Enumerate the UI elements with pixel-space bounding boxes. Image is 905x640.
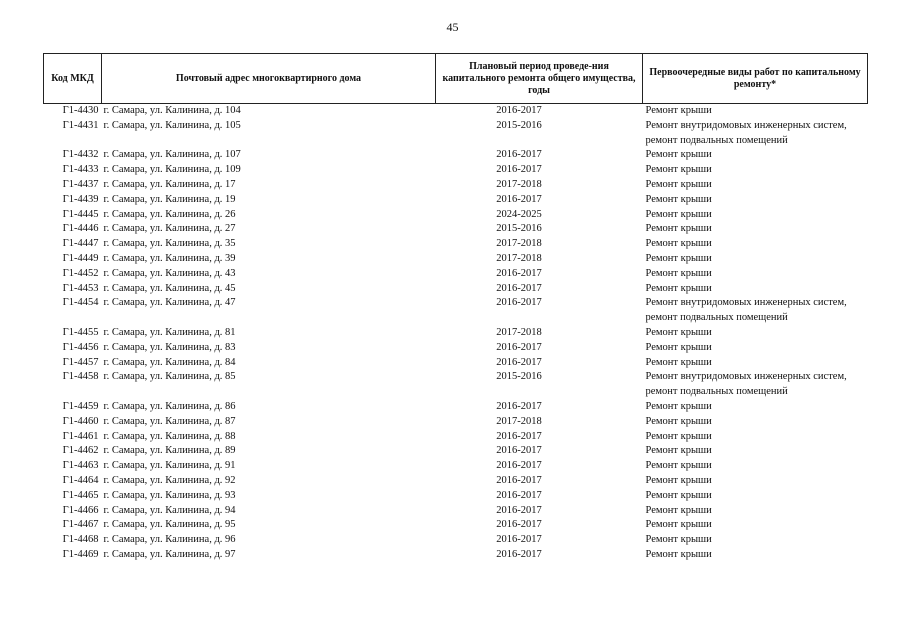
row-address: г. Самара, ул. Калинина, д. 81 [103,326,236,338]
row-works-line: ремонт подвальных помещений [645,386,788,398]
row-period: 2016-2017 [496,149,542,161]
row-works-line: Ремонт крыши [645,460,712,472]
row-works-line: Ремонт крыши [645,445,712,457]
row-works [643,163,868,178]
row-period: 2015-2016 [496,223,542,235]
row-works-line: Ремонт крыши [645,252,712,264]
row-address: г. Самара, ул. Калинина, д. 45 [103,282,236,294]
row-works [643,518,868,533]
row-period: 2015-2016 [496,119,542,131]
row-period: 2016-2017 [496,282,542,294]
table-row [44,400,868,415]
row-period: 2016-2017 [496,504,542,516]
row-code: Г1-4439 [62,193,99,205]
row-works [643,252,868,267]
row-code: Г1-4431 [62,119,99,131]
row-address: г. Самара, ул. Калинина, д. 109 [103,164,241,176]
row-works [643,548,868,563]
row-works [643,267,868,282]
table-row [44,282,868,297]
row-works [643,489,868,504]
row-works-line: Ремонт внутридомовых инженерных систем, [645,371,847,383]
row-code: Г1-4445 [62,208,99,220]
row-code: Г1-4468 [62,534,99,546]
row-address: г. Самара, ул. Калинина, д. 88 [103,430,236,442]
row-period: 2016-2017 [496,430,542,442]
row-period: 2016-2017 [496,356,542,368]
row-address: г. Самара, ул. Калинина, д. 105 [103,119,241,131]
row-works [643,504,868,519]
row-works-line: Ремонт крыши [645,430,712,442]
row-works [643,444,868,459]
row-period: 2016-2017 [496,460,542,472]
row-address: г. Самара, ул. Калинина, д. 104 [103,105,241,116]
row-period: 2017-2018 [496,326,542,338]
table-row [44,326,868,341]
row-code: Г1-4432 [62,149,99,161]
row-works [643,430,868,445]
row-works [643,356,868,371]
row-works [643,370,868,400]
row-works-line: Ремонт крыши [645,489,712,501]
row-code: Г1-4433 [62,164,99,176]
row-address: г. Самара, ул. Калинина, д. 86 [103,400,236,412]
header-row [44,54,868,104]
row-works-line: Ремонт внутридомовых инженерных систем, [645,119,847,131]
row-address: г. Самара, ул. Калинина, д. 84 [103,356,236,368]
table-row [44,518,868,533]
row-address: г. Самара, ул. Калинина, д. 27 [103,223,236,235]
table-row [44,459,868,474]
row-address: г. Самара, ул. Калинина, д. 39 [103,252,236,264]
row-code: Г1-4464 [62,474,99,486]
row-address: г. Самара, ул. Калинина, д. 17 [103,178,236,190]
header-address: Почтовый адрес многоквартирного дома [102,54,436,104]
table-row [44,370,868,400]
row-code: Г1-4461 [62,430,99,442]
row-works-line: Ремонт крыши [645,267,712,279]
row-period: 2024-2025 [496,208,542,220]
row-period: 2016-2017 [496,267,542,279]
table-row [44,119,868,149]
row-works-line: Ремонт крыши [645,415,712,427]
row-works [643,474,868,489]
row-works [643,282,868,297]
row-code: Г1-4469 [62,548,99,560]
row-works-line: Ремонт крыши [645,238,712,250]
row-period: 2016-2017 [496,474,542,486]
row-works-line: Ремонт крыши [645,208,712,220]
row-address: г. Самара, ул. Калинина, д. 87 [103,415,236,427]
row-period: 2016-2017 [496,400,542,412]
repair-schedule-table [43,53,868,563]
table-row [44,489,868,504]
row-code: Г1-4430 [62,105,99,116]
row-address: г. Самара, ул. Калинина, д. 95 [103,519,236,531]
row-works [643,296,868,326]
row-address: г. Самара, ул. Калинина, д. 92 [103,474,236,486]
row-period: 2016-2017 [496,297,542,309]
row-address: г. Самара, ул. Калинина, д. 96 [103,534,236,546]
row-code: Г1-4458 [62,371,99,383]
table-row [44,504,868,519]
table-body [44,104,868,563]
table-row [44,237,868,252]
row-works [643,193,868,208]
row-code: Г1-4460 [62,415,99,427]
row-works [643,208,868,223]
row-works-line: Ремонт крыши [645,474,712,486]
table-row [44,474,868,489]
header-period: Плановый период проведе-ния капитального ремонта общего имущества, годы [436,54,643,104]
row-code: Г1-4463 [62,460,99,472]
row-address: г. Самара, ул. Калинина, д. 97 [103,548,236,560]
row-period: 2017-2018 [496,252,542,264]
row-period: 2016-2017 [496,105,542,116]
row-code: Г1-4449 [62,252,99,264]
table-row [44,193,868,208]
row-works [643,178,868,193]
row-address: г. Самара, ул. Калинина, д. 93 [103,489,236,501]
row-works-line: Ремонт крыши [645,149,712,161]
row-code: Г1-4467 [62,519,99,531]
table-row [44,178,868,193]
table-row [44,208,868,223]
row-code: Г1-4453 [62,282,99,294]
row-period: 2016-2017 [496,193,542,205]
row-period: 2015-2016 [496,371,542,383]
table-row [44,163,868,178]
row-works-line: Ремонт крыши [645,223,712,235]
row-code: Г1-4452 [62,267,99,279]
row-address: г. Самара, ул. Калинина, д. 107 [103,149,241,161]
row-address: г. Самара, ул. Калинина, д. 85 [103,371,236,383]
row-address: г. Самара, ул. Калинина, д. 43 [103,267,236,279]
table-row [44,430,868,445]
row-code: Г1-4455 [62,326,99,338]
row-period: 2016-2017 [496,548,542,560]
row-code: Г1-4446 [62,223,99,235]
row-code: Г1-4465 [62,489,99,501]
row-code: Г1-4459 [62,400,99,412]
row-period: 2017-2018 [496,415,542,427]
row-code: Г1-4457 [62,356,99,368]
row-works-line: Ремонт крыши [645,105,712,116]
row-works [643,119,868,149]
row-works-line: Ремонт крыши [645,178,712,190]
row-address: г. Самара, ул. Калинина, д. 35 [103,238,236,250]
row-works [643,104,868,119]
row-period: 2016-2017 [496,519,542,531]
table-row [44,222,868,237]
row-works [643,326,868,341]
row-works-line: Ремонт крыши [645,193,712,205]
row-period: 2017-2018 [496,238,542,250]
row-works-line: Ремонт крыши [645,341,712,353]
row-works-line: ремонт подвальных помещений [645,312,788,324]
row-code: Г1-4462 [62,445,99,457]
row-works-line: Ремонт крыши [645,519,712,531]
row-works-line: Ремонт крыши [645,282,712,294]
row-period: 2017-2018 [496,178,542,190]
table-row [44,548,868,563]
table-row [44,356,868,371]
table-row [44,267,868,282]
row-works-line: Ремонт внутридомовых инженерных систем, [645,297,847,309]
row-works-line: Ремонт крыши [645,164,712,176]
row-works [643,237,868,252]
row-address: г. Самара, ул. Калинина, д. 47 [103,297,236,309]
row-works [643,415,868,430]
row-address: г. Самара, ул. Калинина, д. 26 [103,208,236,220]
row-address: г. Самара, ул. Калинина, д. 89 [103,445,236,457]
row-works-line: Ремонт крыши [645,356,712,368]
row-period: 2016-2017 [496,341,542,353]
table-header [44,54,868,104]
table-row [44,252,868,267]
row-address: г. Самара, ул. Калинина, д. 94 [103,504,236,516]
table-row [44,148,868,163]
row-works [643,459,868,474]
row-period: 2016-2017 [496,164,542,176]
row-works [643,341,868,356]
row-works-line: Ремонт крыши [645,400,712,412]
row-works [643,222,868,237]
page-number: 45 [446,20,459,34]
row-works-line: Ремонт крыши [645,326,712,338]
table-row [44,296,868,326]
table-row [44,104,868,119]
table-row [44,415,868,430]
row-works-line: Ремонт крыши [645,534,712,546]
header-code: Код МКД [44,54,102,104]
row-works [643,148,868,163]
row-code: Г1-4437 [62,178,99,190]
row-address: г. Самара, ул. Калинина, д. 83 [103,341,236,353]
row-address: г. Самара, ул. Калинина, д. 19 [103,193,236,205]
row-period: 2016-2017 [496,489,542,501]
row-address: г. Самара, ул. Калинина, д. 91 [103,460,236,472]
row-works-line: ремонт подвальных помещений [645,134,788,146]
row-code: Г1-4456 [62,341,99,353]
row-period: 2016-2017 [496,445,542,457]
row-works-line: Ремонт крыши [645,504,712,516]
header-works: Первоочередные виды работ по капитальному ремонту* [643,54,868,104]
row-works [643,533,868,548]
table-row [44,444,868,459]
table-row [44,341,868,356]
row-code: Г1-4454 [62,297,99,309]
row-works-line: Ремонт крыши [645,548,712,560]
row-code: Г1-4466 [62,504,99,516]
row-works [643,400,868,415]
table-row [44,533,868,548]
row-code: Г1-4447 [62,238,99,250]
row-period: 2016-2017 [496,534,542,546]
